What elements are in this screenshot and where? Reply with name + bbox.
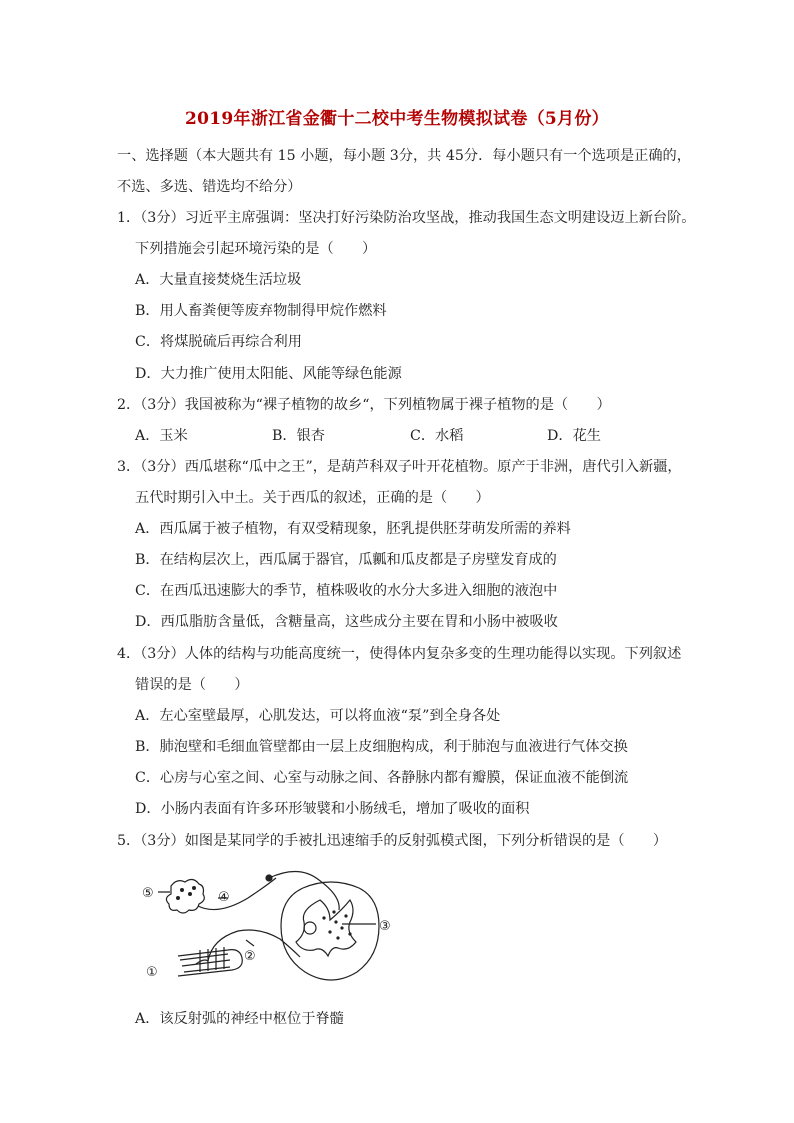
question-4-line-2: 错误的是（ ） [135,677,249,693]
reflex-arc-figure [138,868,400,988]
gray-matter-shape [296,900,356,956]
section-heading-line-2: 不选、多选、错选均不给分） [117,179,302,195]
question-3-option-a: A．西瓜属于被子植物，有双受精现象，胚乳提供胚芽萌发所需的养料 [135,521,571,537]
question-1-option-c: C．将煤脱硫后再综合利用 [135,334,302,350]
label-4: ④ [218,890,230,905]
question-2-option-d: D．花生 [547,428,601,444]
question-2-line-1: 2．（3分）我国被称为“裸子植物的故乡“，下列植物属于裸子植物的是（ ） [117,397,611,413]
question-1-line-2: 下列措施会引起环境污染的是（ ） [135,241,377,257]
question-2-option-a: A．玉米 [135,428,188,444]
question-4-option-a: A．左心室壁最厚，心肌发达，可以将血液“泵”到全身各处 [135,708,501,724]
question-1-option-a: A．大量直接焚烧生活垃圾 [135,272,302,288]
question-3-line-2: 五代时期引入中土。关于西瓜的叙述，正确的是（ ） [135,490,490,506]
label-1: ① [146,965,158,980]
effector-muscle-shape [166,879,204,913]
question-2-option-c: C．水稻 [410,428,464,444]
question-4-option-d: D．小肠内表面有许多环形皱襞和小肠绒毛，增加了吸收的面积 [135,801,530,817]
section-heading-line-1: 一、选择题（本大题共有 15 小题，每小题 3分，共 45分．每小题只有一个选项是正确的， [117,148,691,164]
question-3-option-b: B．在结构层次上，西瓜属于器官，瓜瓤和瓜皮都是子房壁发育成的 [135,552,557,568]
question-3-option-c: C．在西瓜迅速膨大的季节，植株吸收的水分大多进入细胞的液泡中 [135,583,558,599]
question-5-line-1: 5．（3分）如图是某同学的手被扎迅速缩手的反射弧模式图，下列分析错误的是（ ） [117,833,668,849]
label-5: ⑤ [142,886,154,901]
question-1-option-b: B．用人畜粪便等废弃物制得甲烷作燃料 [135,303,387,319]
reflex-arc-diagram [138,868,400,988]
question-5-option-a: A．该反射弧的神经中枢位于脊髓 [135,1011,344,1027]
page-title: 2019年浙江省金衢十二校中考生物模拟试卷（5月份） [185,109,609,129]
question-2-option-b: B．银杏 [272,428,325,444]
question-3-option-d: D．西瓜脂肪含量低，含糖量高，这些成分主要在胃和小肠中被吸收 [135,614,558,630]
efferent-nerve-path [198,878,276,910]
question-1-option-d: D．大力推广使用太阳能、风能等绿色能源 [135,366,402,382]
question-1-line-1: 1．（3分）习近平主席强调：坚决打好污染防治攻坚战，推动我国生态文明建设迈上新台阶。 [117,210,696,226]
label-2: ② [244,949,256,964]
question-4-line-1: 4．（3分）人体的结构与功能高度统一，使得体内复杂多变的生理功能得以实现。下列叙述 [117,646,682,662]
question-3-line-1: 3．（3分）西瓜堪称“瓜中之王”，是葫芦科双子叶开花植物。原产于非洲，唐代引入新疆， [117,459,682,475]
question-4-option-b: B．肺泡壁和毛细血管壁都由一层上皮细胞构成，利于肺泡与血液进行气体交换 [135,739,628,755]
question-4-option-c: C．心房与心室之间、心室与动脉之间、各静脉内都有瓣膜，保证血液不能倒流 [135,770,629,786]
label-3: ③ [379,919,391,934]
